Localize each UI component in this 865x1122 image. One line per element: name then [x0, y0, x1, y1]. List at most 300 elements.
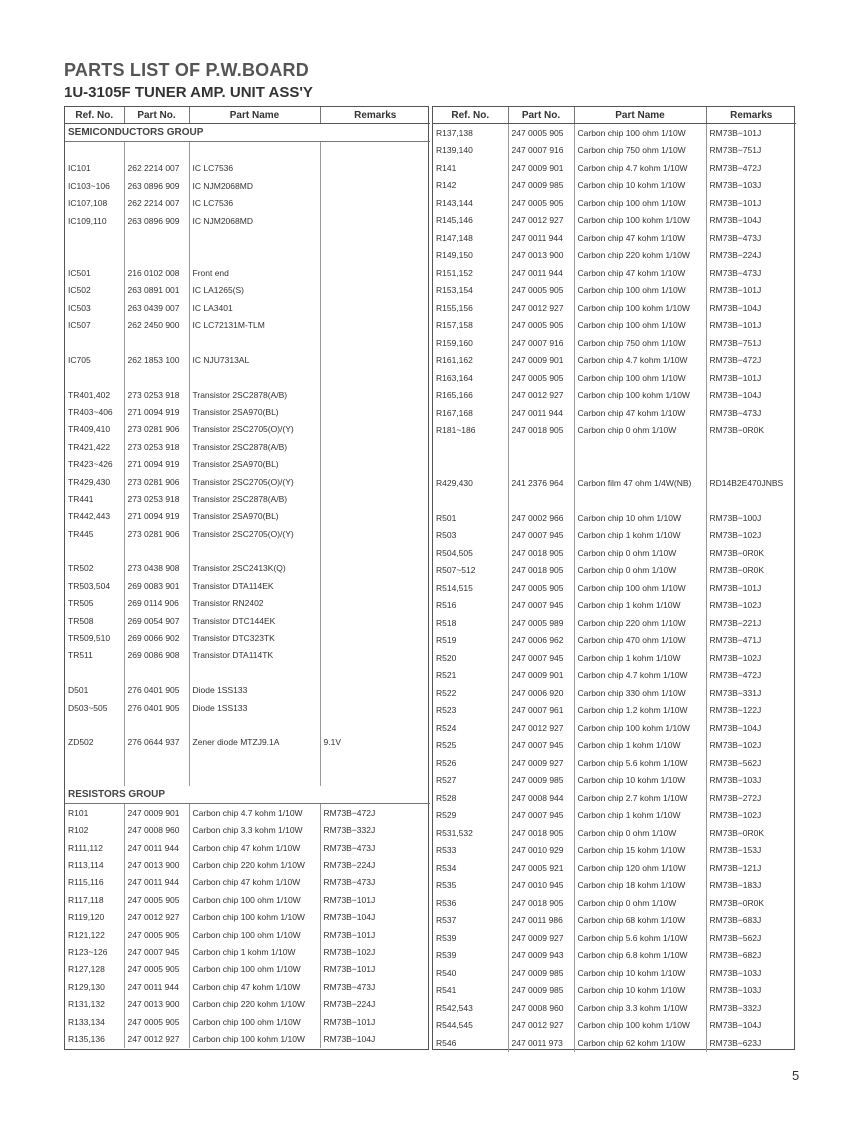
cell-ref: TR445 [65, 525, 124, 542]
cell-part-name: Carbon chip 100 ohm 1/10W [189, 891, 320, 908]
cell-remarks [706, 492, 796, 510]
table-row [433, 474, 796, 492]
cell-ref: TR505 [65, 595, 124, 612]
cell-ref: R115,116 [65, 874, 124, 891]
table-row [433, 264, 796, 282]
cell-remarks [320, 316, 430, 333]
col-ref: Ref. No. [433, 107, 508, 124]
cell-part-name: Diode 1SS133 [189, 682, 320, 699]
table-row [433, 142, 796, 160]
cell-ref [65, 229, 124, 246]
cell-part-name: Transistor 2SA970(BL) [189, 455, 320, 472]
cell-ref: R153,154 [433, 282, 508, 300]
cell-remarks [320, 768, 430, 785]
cell-part-no: 271 0094 919 [124, 403, 189, 420]
cell-part-no: 247 0005 905 [508, 317, 574, 335]
cell-part-name: Carbon chip 15 kohm 1/10W [574, 842, 706, 860]
cell-remarks [320, 282, 430, 299]
cell-ref: R518 [433, 614, 508, 632]
cell-part-no: 247 0009 927 [508, 929, 574, 947]
cell-part-no: 247 0012 927 [124, 1030, 189, 1047]
cell-part-no: 247 0005 905 [508, 124, 574, 142]
cell-ref: R534 [433, 859, 508, 877]
table-row [65, 943, 430, 960]
cell-part-name: Carbon chip 100 kohm 1/10W [574, 1017, 706, 1035]
cell-ref: TR401,402 [65, 386, 124, 403]
col-name: Part Name [574, 107, 706, 124]
cell-remarks [320, 490, 430, 507]
table-row [65, 316, 430, 333]
cell-part-name: Carbon chip 4.7 kohm 1/10W [574, 352, 706, 370]
cell-remarks [320, 612, 430, 629]
cell-remarks: RM73B−472J [709, 670, 762, 681]
table-row [433, 562, 796, 580]
cell-part-name: Transistor 2SC2705(O)/(Y) [189, 473, 320, 490]
cell-part-no: 247 0007 945 [508, 807, 574, 825]
cell-part-name: Carbon chip 100 kohm 1/10W [574, 387, 706, 405]
cell-remarks: RM73B−332J [323, 825, 376, 836]
cell-ref: TR509,510 [65, 629, 124, 646]
cell-part-no: 216 0102 008 [124, 264, 189, 281]
table-row [65, 438, 430, 455]
cell-part-no [124, 768, 189, 785]
cell-part-name: Carbon chip 220 ohm 1/10W [574, 614, 706, 632]
cell-part-no: 247 0007 961 [508, 702, 574, 720]
cell-part-name: Transistor 2SC2705(O)/(Y) [189, 525, 320, 542]
cell-remarks: RM73B−104J [323, 912, 376, 923]
cell-part-name: Carbon chip 6.8 kohm 1/10W [574, 947, 706, 965]
cell-part-name: Carbon chip 1 kohm 1/10W [574, 807, 706, 825]
cell-part-name: Carbon chip 2.7 kohm 1/10W [574, 789, 706, 807]
cell-part-name: Carbon chip 10 kohm 1/10W [574, 772, 706, 790]
cell-remarks: RM73B−473J [323, 842, 376, 853]
cell-part-name: Carbon chip 330 ohm 1/10W [574, 684, 706, 702]
cell-part-name: Carbon chip 10 kohm 1/10W [574, 177, 706, 195]
cell-part-name: Carbon chip 750 ohm 1/10W [574, 142, 706, 160]
col-remarks: Remarks [320, 107, 430, 124]
cell-remarks: RM73B−104J [323, 1034, 376, 1044]
table-row [65, 874, 430, 891]
table-row [433, 789, 796, 807]
cell-remarks [320, 177, 430, 194]
cell-remarks: RD14B2E470JNBS [709, 477, 784, 488]
page-subtitle: 1U-3105F TUNER AMP. UNIT ASS'Y [64, 84, 313, 101]
cell-remarks: RM73B−104J [709, 722, 762, 733]
table-row [433, 807, 796, 825]
cell-part-name: Carbon chip 1 kohm 1/10W [574, 737, 706, 755]
cell-part-name [189, 142, 320, 160]
cell-remarks [320, 351, 430, 368]
cell-remarks: RM73B−101J [323, 1016, 376, 1027]
cell-ref: R524 [433, 719, 508, 737]
cell-part-no: 247 0005 905 [124, 926, 189, 943]
cell-part-no: 273 0281 906 [124, 473, 189, 490]
cell-remarks: RM73B−121J [709, 862, 762, 873]
table-row [433, 649, 796, 667]
cell-part-name: Carbon chip 3.3 kohm 1/10W [189, 822, 320, 839]
cell-part-no: 247 0006 920 [508, 684, 574, 702]
cell-remarks: RM73B−0R0K [709, 425, 765, 436]
cell-ref: IC107,108 [65, 195, 124, 212]
cell-part-no: 247 0009 985 [508, 982, 574, 1000]
table-row [433, 544, 796, 562]
cell-ref [65, 542, 124, 559]
cell-ref: R503 [433, 527, 508, 545]
cell-part-no: 273 0253 918 [124, 386, 189, 403]
table-row [433, 177, 796, 195]
cell-remarks [706, 439, 796, 457]
table-row [65, 804, 430, 822]
cell-ref: D501 [65, 682, 124, 699]
table-row [433, 194, 796, 212]
cell-remarks [320, 142, 430, 160]
cell-part-name: Transistor DTC323TK [189, 629, 320, 646]
cell-ref: R539 [433, 947, 508, 965]
cell-part-no: 247 0010 945 [508, 877, 574, 895]
cell-ref [65, 247, 124, 264]
table-row [433, 492, 796, 510]
cell-ref: R113,114 [65, 856, 124, 873]
cell-part-no: 247 0011 944 [508, 404, 574, 422]
table-row [65, 229, 430, 246]
table-row [65, 664, 430, 681]
cell-part-no: 247 0018 905 [508, 544, 574, 562]
cell-remarks: RM73B−473J [709, 407, 762, 418]
table-row [433, 982, 796, 1000]
cell-part-name: Transistor 2SC2878(A/B) [189, 386, 320, 403]
cell-part-name: Carbon chip 47 kohm 1/10W [189, 839, 320, 856]
cell-part-no: 241 2376 964 [508, 474, 574, 492]
cell-part-name: Carbon chip 100 kohm 1/10W [574, 299, 706, 317]
cell-part-no: 263 0891 001 [124, 282, 189, 299]
cell-remarks [320, 542, 430, 559]
cell-part-no: 247 0008 960 [508, 999, 574, 1017]
cell-remarks [320, 751, 430, 768]
table-row [433, 509, 796, 527]
cell-remarks [320, 716, 430, 733]
group-header-row [65, 786, 430, 804]
cell-part-no: 273 0438 908 [124, 560, 189, 577]
cell-part-no: 247 0013 900 [508, 247, 574, 265]
table-row [433, 719, 796, 737]
cell-part-no: 263 0896 909 [124, 212, 189, 229]
table-row [65, 368, 430, 385]
cell-part-name: Carbon chip 47 kohm 1/10W [574, 229, 706, 247]
cell-part-no: 247 0011 944 [508, 229, 574, 247]
cell-part-no: 262 2450 900 [124, 316, 189, 333]
cell-remarks: RM73B−101J [323, 894, 376, 905]
cell-ref: R537 [433, 912, 508, 930]
cell-ref: TR503,504 [65, 577, 124, 594]
cell-remarks: RM73B−100J [709, 512, 762, 523]
cell-part-no: 247 0007 916 [508, 142, 574, 160]
table-row [433, 282, 796, 300]
cell-part-name: Carbon chip 100 ohm 1/10W [574, 579, 706, 597]
cell-ref: TR511 [65, 647, 124, 664]
cell-ref: R536 [433, 894, 508, 912]
cell-remarks: RM73B−0R0K [709, 897, 765, 908]
table-row [65, 403, 430, 420]
table-row [65, 612, 430, 629]
cell-ref: R521 [433, 667, 508, 685]
cell-part-name: Carbon chip 0 ohm 1/10W [574, 422, 706, 440]
table-row [433, 684, 796, 702]
cell-remarks: RM73B−101J [709, 320, 762, 331]
cell-part-no [124, 229, 189, 246]
cell-ref: TR423~426 [65, 455, 124, 472]
cell-remarks: RM73B−331J [709, 687, 762, 698]
cell-part-name: Carbon chip 100 ohm 1/10W [189, 961, 320, 978]
table-row [433, 597, 796, 615]
table-row [65, 839, 430, 856]
cell-remarks: RM73B−102J [709, 600, 762, 611]
cell-part-name: IC NJU7313AL [189, 351, 320, 368]
table-row [433, 912, 796, 930]
cell-remarks: RM73B−562J [709, 757, 762, 768]
cell-part-name: Transistor 2SC2705(O)/(Y) [189, 421, 320, 438]
cell-ref: IC101 [65, 160, 124, 177]
cell-remarks: RM73B−103J [709, 180, 762, 191]
table-row [433, 439, 796, 457]
cell-remarks: RM73B−0R0K [709, 565, 765, 576]
cell-part-name: Carbon chip 100 kohm 1/10W [189, 1030, 320, 1047]
cell-part-name: Transistor 2SA970(BL) [189, 403, 320, 420]
page-number: 5 [792, 1068, 800, 1083]
cell-part-name: Carbon chip 0 ohm 1/10W [574, 894, 706, 912]
table-row [433, 632, 796, 650]
cell-part-name: Diode 1SS133 [189, 699, 320, 716]
table-row [65, 891, 430, 908]
table-row [65, 926, 430, 943]
cell-part-no: 273 0281 906 [124, 525, 189, 542]
cell-part-name: Carbon chip 100 kohm 1/10W [574, 719, 706, 737]
cell-ref: R504,505 [433, 544, 508, 562]
table-row [65, 856, 430, 873]
cell-ref: TR421,422 [65, 438, 124, 455]
cell-part-no: 247 0007 945 [124, 943, 189, 960]
table-row [433, 754, 796, 772]
cell-ref: IC502 [65, 282, 124, 299]
cell-part-name: Carbon chip 1 kohm 1/10W [574, 527, 706, 545]
group-label: SEMICONDUCTORS GROUP [65, 124, 430, 142]
cell-ref: R507~512 [433, 562, 508, 580]
cell-remarks: RM73B−224J [323, 999, 376, 1010]
cell-ref: R501 [433, 509, 508, 527]
cell-part-name: Carbon chip 220 kohm 1/10W [189, 856, 320, 873]
cell-ref: IC501 [65, 264, 124, 281]
cell-ref: TR403~406 [65, 403, 124, 420]
cell-ref: R151,152 [433, 264, 508, 282]
cell-part-no: 262 2214 007 [124, 195, 189, 212]
cell-ref: TR429,430 [65, 473, 124, 490]
cell-part-no: 247 0005 905 [124, 961, 189, 978]
cell-remarks [320, 421, 430, 438]
cell-ref: R519 [433, 632, 508, 650]
cell-remarks: RM73B−104J [709, 390, 762, 401]
cell-remarks: RM73B−102J [709, 810, 762, 821]
table-row [433, 124, 796, 142]
cell-remarks [320, 664, 430, 681]
cell-ref: R129,130 [65, 978, 124, 995]
cell-remarks [320, 508, 430, 525]
cell-part-no: 247 0009 985 [508, 177, 574, 195]
cell-part-no [508, 457, 574, 475]
cell-part-no: 247 0009 901 [508, 159, 574, 177]
cell-ref: R127,128 [65, 961, 124, 978]
table-row [65, 734, 430, 751]
cell-ref: R161,162 [433, 352, 508, 370]
cell-part-name: Transistor RN2402 [189, 595, 320, 612]
table-row [433, 1034, 796, 1052]
cell-ref: R544,545 [433, 1017, 508, 1035]
cell-part-name: Transistor 2SA970(BL) [189, 508, 320, 525]
table-row [433, 859, 796, 877]
table-row [65, 822, 430, 839]
cell-part-no: 247 0018 905 [508, 562, 574, 580]
cell-remarks [706, 457, 796, 475]
table-row [433, 614, 796, 632]
cell-part-no: 247 0018 905 [508, 824, 574, 842]
cell-ref: R165,166 [433, 387, 508, 405]
cell-part-no: 247 0007 945 [508, 597, 574, 615]
col-part: Part No. [508, 107, 574, 124]
cell-ref: R540 [433, 964, 508, 982]
cell-part-no: 247 0018 905 [508, 894, 574, 912]
cell-part-name: Transistor 2SC2878(A/B) [189, 438, 320, 455]
cell-part-name: Carbon chip 100 ohm 1/10W [574, 282, 706, 300]
cell-part-name [189, 229, 320, 246]
cell-ref: R123~126 [65, 943, 124, 960]
table-row [433, 387, 796, 405]
cell-ref: IC103~106 [65, 177, 124, 194]
cell-ref: R539 [433, 929, 508, 947]
cell-part-name: Carbon chip 100 ohm 1/10W [189, 1013, 320, 1030]
cell-ref: R139,140 [433, 142, 508, 160]
cell-remarks [320, 368, 430, 385]
cell-part-no [124, 334, 189, 351]
cell-part-no: 247 0005 905 [508, 282, 574, 300]
cell-part-name [189, 664, 320, 681]
cell-part-no: 247 0009 943 [508, 947, 574, 965]
cell-remarks: RM73B−221J [709, 617, 762, 628]
table-row [65, 1030, 430, 1047]
cell-ref: R119,120 [65, 909, 124, 926]
cell-ref: TR409,410 [65, 421, 124, 438]
cell-part-no: 247 0005 905 [508, 579, 574, 597]
cell-part-name: Carbon chip 120 ohm 1/10W [574, 859, 706, 877]
cell-part-no: 271 0094 919 [124, 455, 189, 472]
cell-remarks [320, 647, 430, 664]
table-row [65, 647, 430, 664]
cell-ref: R135,136 [65, 1030, 124, 1047]
parts-table-right [432, 106, 795, 1050]
cell-ref [65, 716, 124, 733]
col-part: Part No. [124, 107, 189, 124]
cell-ref: IC503 [65, 299, 124, 316]
cell-part-name: Carbon chip 5.6 kohm 1/10W [574, 754, 706, 772]
table-row [65, 961, 430, 978]
table-row [433, 929, 796, 947]
cell-part-no: 247 0009 927 [508, 754, 574, 772]
cell-ref: R546 [433, 1034, 508, 1052]
table-row [433, 527, 796, 545]
cell-part-no: 247 0005 905 [124, 891, 189, 908]
cell-part-name: IC NJM2068MD [189, 212, 320, 229]
cell-ref: R520 [433, 649, 508, 667]
group-label: RESISTORS GROUP [65, 786, 430, 804]
cell-part-name: Transistor 2SC2413K(Q) [189, 560, 320, 577]
cell-ref [65, 334, 124, 351]
table-row [65, 525, 430, 542]
cell-part-name: Transistor DTC144EK [189, 612, 320, 629]
table-row [65, 247, 430, 264]
cell-part-no: 271 0094 919 [124, 508, 189, 525]
cell-ref: R111,112 [65, 839, 124, 856]
cell-part-no: 247 0009 901 [508, 667, 574, 685]
cell-part-no [124, 247, 189, 264]
cell-ref: R181~186 [433, 422, 508, 440]
cell-part-name: Carbon chip 1 kohm 1/10W [189, 943, 320, 960]
cell-remarks: RM73B−471J [709, 635, 762, 646]
cell-remarks: RM73B−102J [709, 740, 762, 751]
cell-remarks: RM73B−101J [709, 127, 762, 138]
cell-remarks: RM73B−101J [709, 285, 762, 296]
cell-ref: R429,430 [433, 474, 508, 492]
col-remarks: Remarks [706, 107, 796, 124]
cell-part-no: 247 0007 945 [508, 649, 574, 667]
cell-ref: R147,148 [433, 229, 508, 247]
cell-ref [433, 492, 508, 510]
cell-part-no: 247 0012 927 [508, 719, 574, 737]
cell-ref: R528 [433, 789, 508, 807]
cell-remarks: RM73B−472J [709, 355, 762, 366]
cell-part-no: 273 0253 918 [124, 438, 189, 455]
cell-part-no: 247 0009 985 [508, 964, 574, 982]
cell-part-name: Carbon chip 10 ohm 1/10W [574, 509, 706, 527]
cell-part-name: Zener diode MTZJ9.1A [189, 734, 320, 751]
cell-part-no: 269 0114 906 [124, 595, 189, 612]
cell-part-no: 247 0005 989 [508, 614, 574, 632]
cell-remarks: RM73B−102J [709, 652, 762, 663]
cell-part-no [124, 664, 189, 681]
cell-part-name: Carbon chip 68 kohm 1/10W [574, 912, 706, 930]
cell-remarks [320, 473, 430, 490]
cell-remarks: RM73B−683J [709, 915, 762, 926]
cell-part-no: 247 0005 921 [508, 859, 574, 877]
cell-part-no: 247 0012 927 [508, 387, 574, 405]
cell-remarks [320, 264, 430, 281]
table-row [433, 842, 796, 860]
cell-ref: TR508 [65, 612, 124, 629]
cell-ref: R526 [433, 754, 508, 772]
table-row [65, 577, 430, 594]
cell-part-name: Carbon chip 100 ohm 1/10W [574, 194, 706, 212]
cell-remarks [320, 438, 430, 455]
cell-ref: R167,168 [433, 404, 508, 422]
table-row [433, 824, 796, 842]
cell-part-name: Transistor DTA114TK [189, 647, 320, 664]
page-title: PARTS LIST OF P.W.BOARD [64, 60, 309, 80]
cell-part-name [189, 542, 320, 559]
cell-remarks: RM73B−183J [709, 880, 762, 891]
cell-part-no: 269 0054 907 [124, 612, 189, 629]
cell-part-no: 247 0018 905 [508, 422, 574, 440]
cell-part-name: Transistor 2SC2878(A/B) [189, 490, 320, 507]
cell-ref: R102 [65, 822, 124, 839]
cell-part-no: 247 0012 927 [508, 299, 574, 317]
cell-part-no: 247 0002 966 [508, 509, 574, 527]
table-row [65, 160, 430, 177]
